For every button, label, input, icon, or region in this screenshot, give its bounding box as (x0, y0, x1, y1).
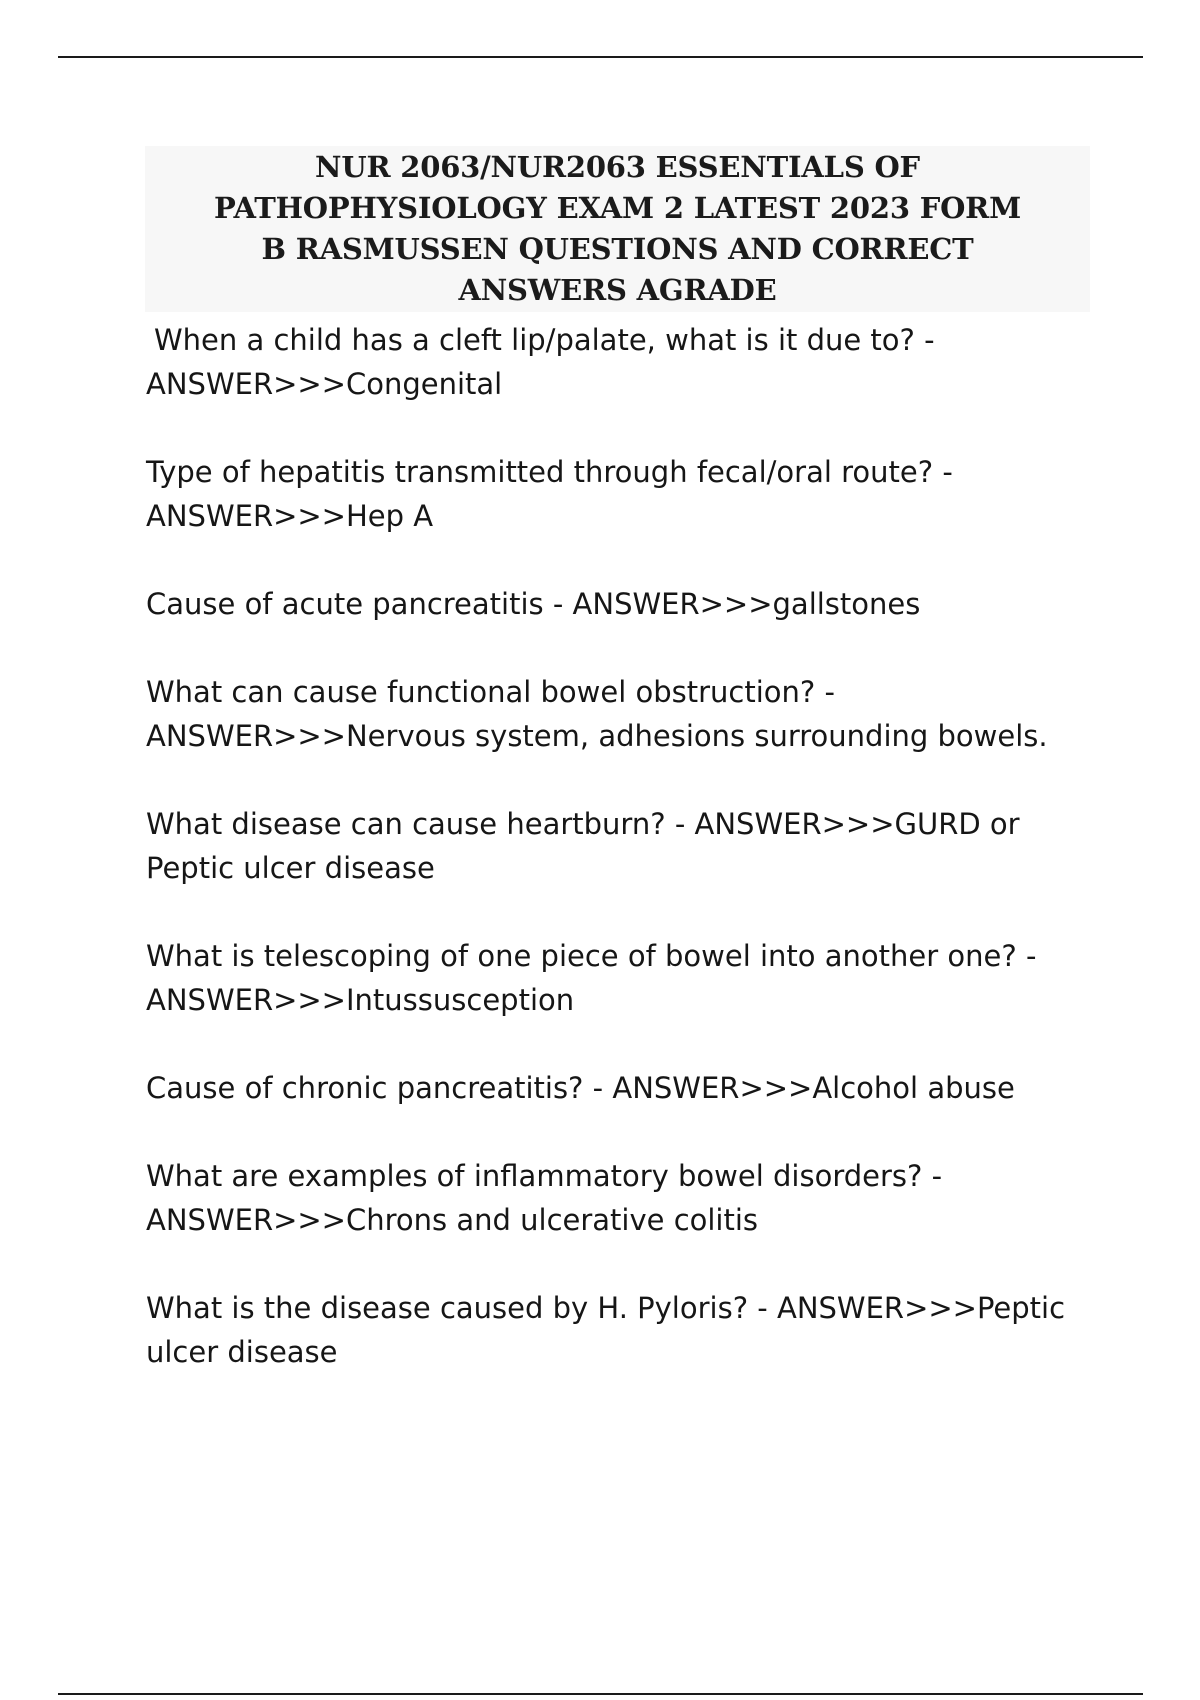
qa-line: What are examples of inflammatory bowel disorders? - (146, 1159, 943, 1193)
qa-line: Cause of acute pancreatitis - ANSWER>>>gallstones (146, 587, 921, 621)
title-line: PATHOPHYSIOLOGY EXAM 2 LATEST 2023 FORM (214, 191, 1021, 225)
qa-line: ANSWER>>>Intussusception (146, 983, 575, 1017)
bottom-divider (58, 1693, 1143, 1695)
qa-item (146, 934, 1086, 1022)
qa-item (146, 1066, 1086, 1110)
qa-item (146, 802, 1086, 890)
qa-item (146, 450, 1086, 538)
qa-line: What disease can cause heartburn? - ANSWER>>>GURD or (146, 807, 1020, 841)
qa-item (146, 1154, 1086, 1242)
qa-line: What is the disease caused by H. Pyloris? - ANSWER>>>Peptic (146, 1291, 1066, 1325)
document-title (214, 147, 1021, 311)
qa-item (146, 318, 1086, 406)
qa-line: ANSWER>>>Chrons and ulcerative colitis (146, 1203, 759, 1237)
qa-line: ulcer disease (146, 1335, 338, 1369)
title-line: NUR 2063/NUR2063 ESSENTIALS OF (315, 150, 920, 184)
title-line: ANSWERS AGRADE (458, 273, 777, 307)
qa-line: What is telescoping of one piece of bowel into another one? - (146, 939, 1037, 973)
document-title-block (145, 146, 1090, 312)
qa-item (146, 1286, 1086, 1374)
qa-line: When a child has a cleft lip/palate, what is it due to? - (154, 323, 935, 357)
qa-line: Peptic ulcer disease (146, 851, 435, 885)
qa-item (146, 670, 1086, 758)
qa-line: Type of hepatitis transmitted through fecal/oral route? - (146, 455, 953, 489)
qa-line: What can cause functional bowel obstruction? - (146, 675, 835, 709)
qa-line: ANSWER>>>Nervous system, adhesions surrounding bowels. (146, 719, 1048, 753)
title-line: B RASMUSSEN QUESTIONS AND CORRECT (261, 232, 974, 266)
qa-line: ANSWER>>>Congenital (146, 367, 503, 401)
qa-item (146, 582, 1086, 626)
question-answer-list (146, 318, 1086, 1418)
qa-line: Cause of chronic pancreatitis? - ANSWER>>>Alcohol abuse (146, 1071, 1015, 1105)
qa-line: ANSWER>>>Hep A (146, 499, 434, 533)
top-divider (58, 56, 1143, 58)
